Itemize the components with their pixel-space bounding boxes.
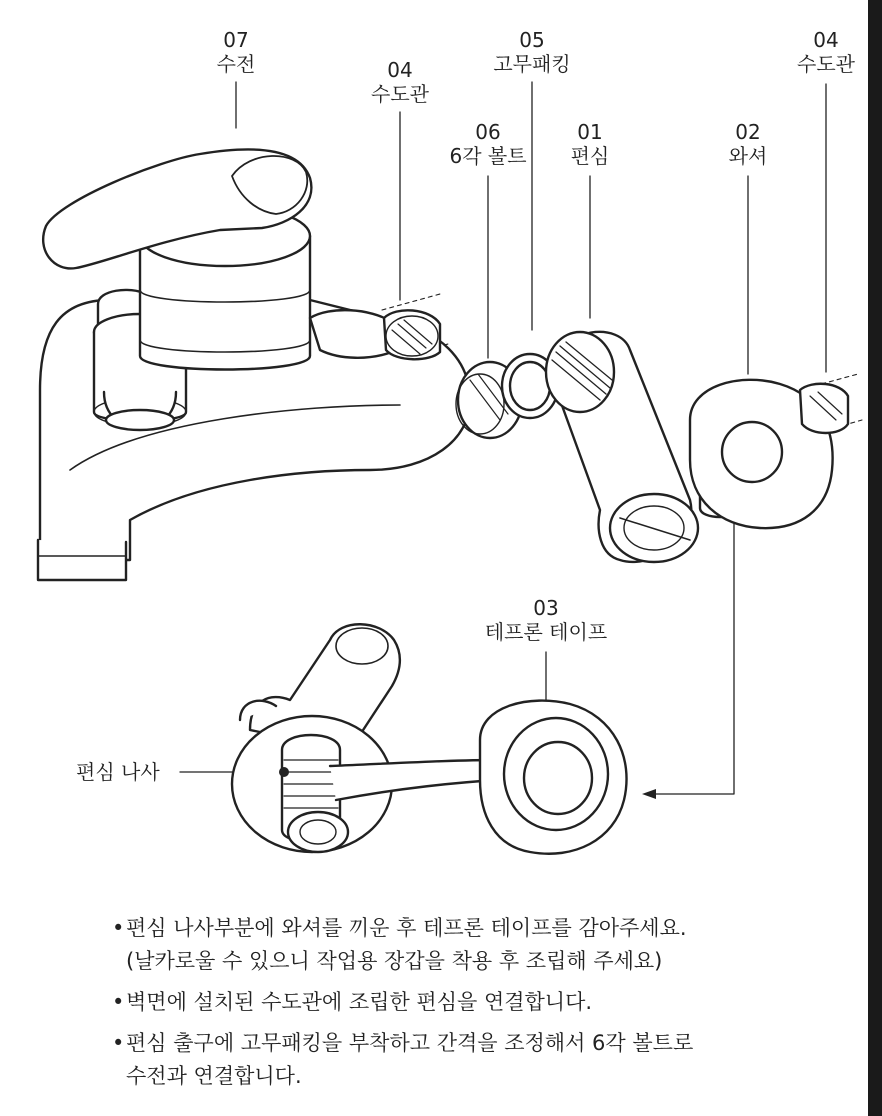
instruction-list xyxy=(112,912,752,1101)
label-teflon-tape-number: 03 xyxy=(533,596,559,620)
label-rubber-packing-name: 고무패킹 xyxy=(493,52,571,76)
arrow-head xyxy=(642,789,656,799)
water-pipe-upper xyxy=(384,310,440,359)
label-water-pipe-right xyxy=(786,28,866,76)
water-pipe-right xyxy=(800,384,848,433)
instruction-line: (날카로울 수 있으니 작업용 장갑을 착용 후 조립해 주세요) xyxy=(126,949,663,973)
label-water-pipe-upper-number: 04 xyxy=(387,58,413,82)
label-water-pipe-right-name: 수도관 xyxy=(797,52,855,76)
instruction-line: 수전과 연결합니다. xyxy=(126,1064,302,1088)
teflon-tape-roll xyxy=(480,701,627,854)
label-washer-number: 02 xyxy=(735,120,761,144)
label-eccentric-name: 편심 xyxy=(570,144,610,168)
label-faucet-number: 07 xyxy=(223,28,249,52)
instruction-item xyxy=(112,1027,752,1093)
label-water-pipe-upper-name: 수도관 xyxy=(371,82,429,106)
bullet-point: • xyxy=(112,990,125,1014)
label-water-pipe-right-number: 04 xyxy=(813,28,839,52)
label-teflon-tape-name: 테프론 테이프 xyxy=(484,620,608,644)
label-teflon-tape xyxy=(472,596,620,644)
label-rubber-packing xyxy=(482,28,582,76)
instruction-line: 편심 출구에 고무패킹을 부착하고 간격을 조정해서 6각 볼트로 xyxy=(126,1031,694,1055)
label-hex-bolt-number: 06 xyxy=(475,120,501,144)
bullet-point: • xyxy=(112,916,125,940)
instruction-line: 벽면에 설치된 수도관에 조립한 편심을 연결합니다. xyxy=(126,990,593,1014)
label-eccentric-screw: 편심 나사 xyxy=(76,760,160,784)
label-eccentric-number: 01 xyxy=(577,120,603,144)
instruction-line: 편심 나사부분에 와셔를 끼운 후 테프론 테이프를 감아주세요. xyxy=(126,916,687,940)
label-washer xyxy=(718,120,778,168)
label-rubber-packing-number: 05 xyxy=(519,28,545,52)
label-washer-name: 와셔 xyxy=(728,144,768,168)
label-faucet xyxy=(206,28,266,76)
assembled-eccentric xyxy=(232,624,500,852)
label-hex-bolt-name: 6각 볼트 xyxy=(449,144,527,168)
instruction-item xyxy=(112,986,752,1019)
instruction-item xyxy=(112,912,752,978)
label-faucet-name: 수전 xyxy=(216,52,256,76)
label-water-pipe-upper xyxy=(360,58,440,106)
window-scrollbar[interactable] xyxy=(868,0,882,1116)
label-hex-bolt xyxy=(440,120,536,168)
label-eccentric xyxy=(560,120,620,168)
bullet-point: • xyxy=(112,1031,125,1055)
faucet-body xyxy=(38,149,470,580)
